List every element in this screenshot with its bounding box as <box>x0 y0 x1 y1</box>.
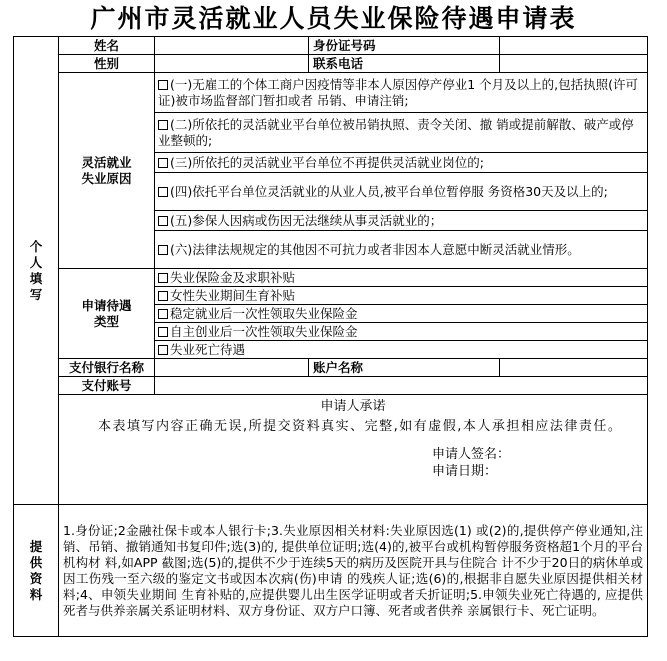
checkbox-icon[interactable] <box>158 327 168 337</box>
checkbox-icon[interactable] <box>158 345 168 355</box>
account-number-field[interactable] <box>155 377 648 395</box>
reason-label: 灵活就业 失业原因 <box>59 73 155 269</box>
name-label: 姓名 <box>59 37 155 55</box>
reason-option-3[interactable]: (三)所依托的灵活就业平台单位不再提供灵活就业岗位的; <box>155 153 648 173</box>
reason-option-2[interactable]: (二)所依托的灵活就业平台单位被吊销执照、责令关闭、撤 销或提前解散、破产或停业整顿的; <box>155 113 648 153</box>
account-name-label: 账户名称 <box>309 359 500 377</box>
bank-name-field[interactable] <box>155 359 309 377</box>
bank-name-label: 支付银行名称 <box>59 359 155 377</box>
checkbox-icon[interactable] <box>158 309 168 319</box>
gender-field[interactable] <box>155 55 309 73</box>
phone-field[interactable] <box>500 55 648 73</box>
reason-option-1[interactable]: (一)无雇工的个体工商户因疫情等非本人原因停产停业1 个月及以上的,包括执照(许可证)被市场监督部门暂扣或者 吊销、申请注销; <box>155 73 648 113</box>
id-number-label: 身份证号码 <box>309 37 500 55</box>
phone-label: 联系电话 <box>309 55 500 73</box>
benefit-option-1[interactable]: 失业保险金及求职补贴 <box>155 269 648 287</box>
checkbox-icon[interactable] <box>158 80 168 90</box>
checkbox-icon[interactable] <box>158 158 168 168</box>
benefit-type-label: 申请待遇 类型 <box>59 269 155 359</box>
gender-label: 性别 <box>59 55 155 73</box>
name-field[interactable] <box>155 37 309 55</box>
pledge-title: 申请人承诺 <box>320 399 386 414</box>
pledge-section <box>59 395 648 505</box>
checkbox-icon[interactable] <box>158 216 168 226</box>
date-label[interactable]: 申请日期： <box>432 464 498 479</box>
account-name-field[interactable] <box>500 359 648 377</box>
benefit-option-2[interactable]: 女性失业期间生育补贴 <box>155 287 648 305</box>
benefit-option-5[interactable]: 失业死亡待遇 <box>155 341 648 359</box>
benefit-option-4[interactable]: 自主创业后一次性领取失业保险金 <box>155 323 648 341</box>
account-number-label: 支付账号 <box>59 377 155 395</box>
application-form-table <box>13 36 648 637</box>
reason-option-6[interactable]: (六)法律法规规定的其他因不可抗力或者非因本人意愿中断灵活就业情形。 <box>155 231 648 269</box>
checkbox-icon[interactable] <box>158 245 168 255</box>
reason-option-4[interactable]: (四)依托平台单位灵活就业的从业人员,被平台单位暂停服 务资格30天及以上的; <box>155 173 648 211</box>
section-docs-label: 提 供 资 料 <box>14 505 59 637</box>
benefit-option-3[interactable]: 稳定就业后一次性领取失业保险金 <box>155 305 648 323</box>
checkbox-icon[interactable] <box>158 291 168 301</box>
checkbox-icon[interactable] <box>158 187 168 197</box>
required-documents-text: 1.身份证;2金融社保卡或本人银行卡;3.失业原因相关材料:失业原因选(1) 或(2)的,提供停产停业通知,注销、吊销、撤销通知书复印件;选(3)的, 提供单位证明;选(4)的,被平台或机构暂停服务资格超1个月的平台机构材 料,如APP 截图;选(5)的,提供不少于连续5天的病历及医院开具与住院合 计不少于20日的病休单或因工伤残一至六级的鉴定文书或因本次病(伤)申请 的残疾人证;选(6)的,根据非自愿失业原因提供相关材料;4、申领失业期间 生育补贴的,应提供婴儿出生医学证明或者夭折证明;5.申领失业死亡待遇的, 应提供死者与供养亲属关系证明材料、双方身份证、双方户口簿、死者或者供养 亲属银行卡、死亡证明。 <box>59 505 648 637</box>
section-personal-label: 个 人 填 写 <box>14 37 59 505</box>
pledge-text: 本表填写内容正确无误,所提交资料真实、完整,如有虚假,本人承担相应法律责任。 <box>98 419 623 434</box>
id-number-field[interactable] <box>500 37 648 55</box>
signature-label[interactable]: 申请人签名： <box>432 447 511 462</box>
checkbox-icon[interactable] <box>158 273 168 283</box>
reason-option-5[interactable]: (五)参保人因病或伤因无法继续从事灵活就业的； <box>155 211 648 231</box>
form-title: 广州市灵活就业人员失业保险待遇申请表 <box>90 4 577 33</box>
checkbox-icon[interactable] <box>158 120 168 130</box>
